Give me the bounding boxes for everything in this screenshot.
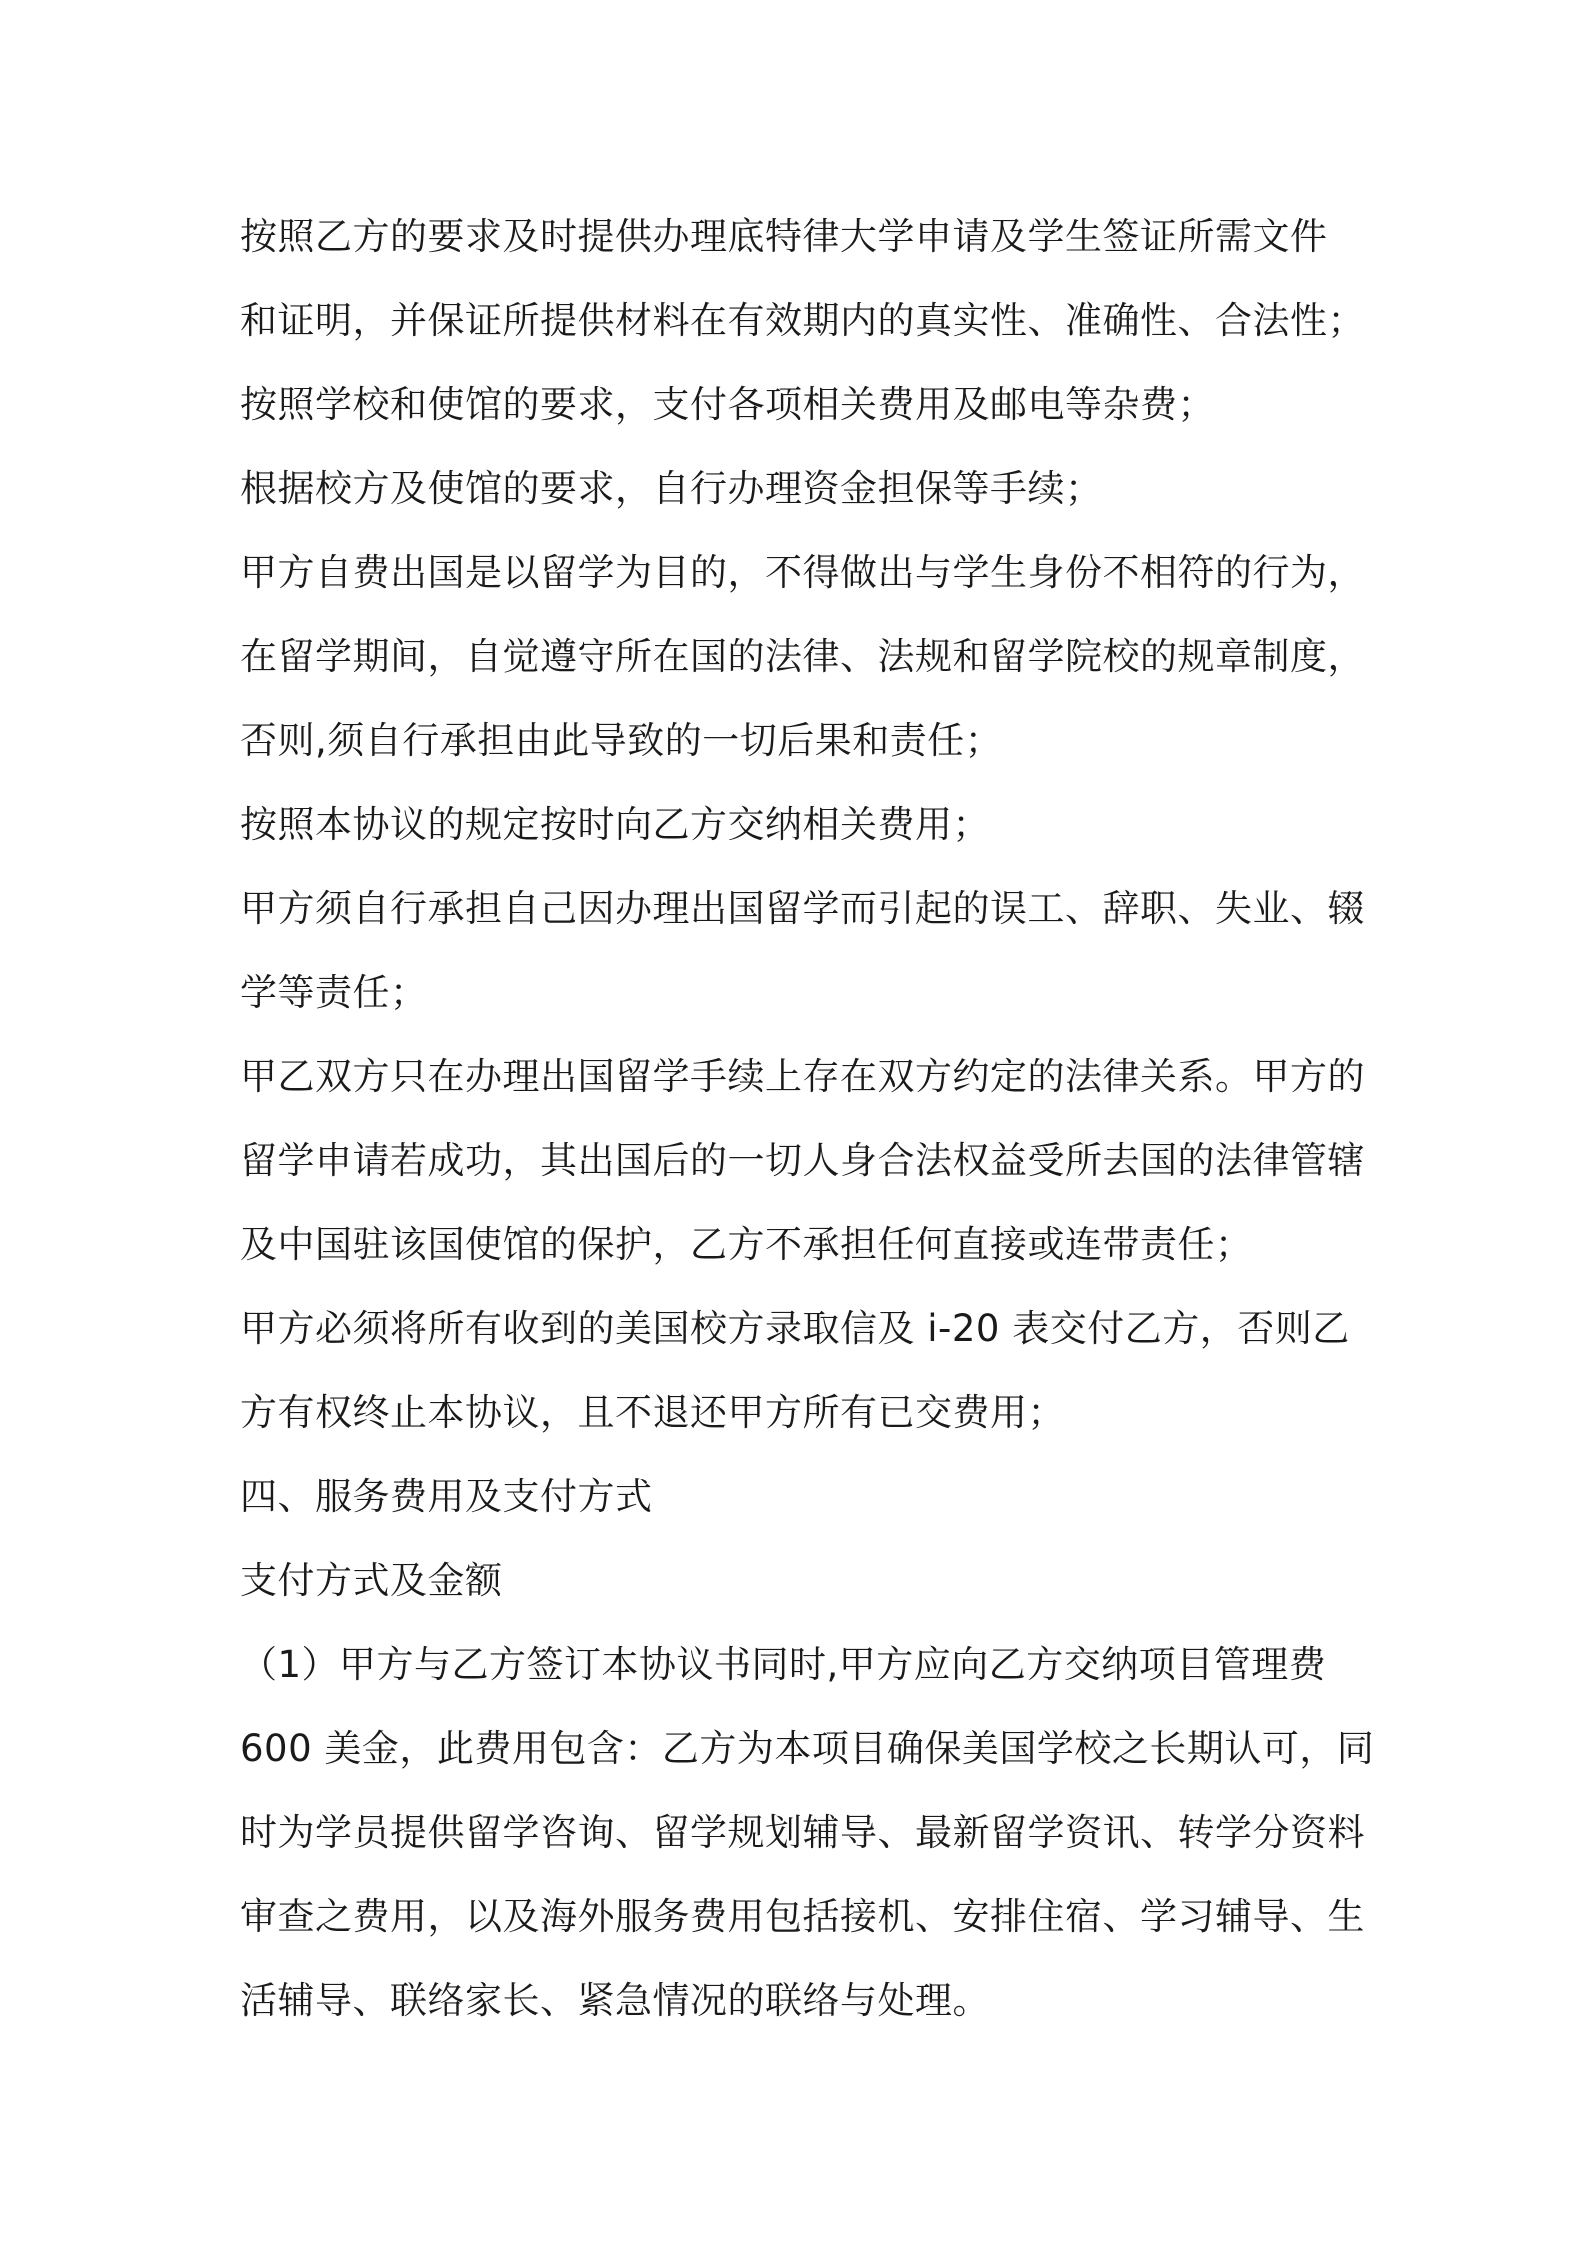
text-line: 按照乙方的要求及时提供办理底特律大学申请及学生签证所需文件	[240, 215, 1328, 258]
text-line: 根据校方及使馆的要求，自行办理资金担保等手续；	[240, 467, 1103, 510]
text-line: 审查之费用，以及海外服务费用包括接机、安排住宿、学习辅导、生	[240, 1895, 1365, 1938]
subsection-heading: 支付方式及金额	[240, 1559, 503, 1602]
text-line: 学等责任；	[240, 971, 428, 1014]
text-line: 甲方须自行承担自己因办理出国留学而引起的误工、辞职、失业、辍	[240, 887, 1365, 930]
text-line: 及中国驻该国使馆的保护，乙方不承担任何直接或连带责任；	[240, 1223, 1253, 1266]
text-line: 甲方必须将所有收到的美国校方录取信及 i-20 表交付乙方，否则乙	[240, 1307, 1350, 1350]
section-heading: 四、服务费用及支付方式	[240, 1475, 653, 1518]
text-line: 按照学校和使馆的要求，支付各项相关费用及邮电等杂费；	[240, 383, 1215, 426]
text-line: 甲方自费出国是以留学为目的，不得做出与学生身份不相符的行为，	[240, 551, 1365, 594]
document-body	[240, 195, 1375, 2043]
text-line: 否则,须自行承担由此导致的一切后果和责任；	[240, 719, 1003, 762]
text-line: 留学申请若成功，其出国后的一切人身合法权益受所去国的法律管辖	[240, 1139, 1365, 1182]
text-line: 在留学期间，自觉遵守所在国的法律、法规和留学院校的规章制度，	[240, 635, 1365, 678]
text-line: 活辅导、联络家长、紧急情况的联络与处理。	[240, 1979, 990, 2022]
text-line: 600 美金，此费用包含：乙方为本项目确保美国学校之长期认可，同	[240, 1727, 1375, 1770]
text-line: 甲乙双方只在办理出国留学手续上存在双方约定的法律关系。甲方的	[240, 1055, 1365, 1098]
text-line: 时为学员提供留学咨询、留学规划辅导、最新留学资讯、转学分资料	[240, 1811, 1365, 1854]
text-line: 按照本协议的规定按时向乙方交纳相关费用；	[240, 803, 990, 846]
text-line: （1）甲方与乙方签订本协议书同时,甲方应向乙方交纳项目管理费	[240, 1643, 1327, 1686]
text-line: 和证明，并保证所提供材料在有效期内的真实性、准确性、合法性；	[240, 299, 1365, 342]
text-line: 方有权终止本协议，且不退还甲方所有已交费用；	[240, 1391, 1065, 1434]
